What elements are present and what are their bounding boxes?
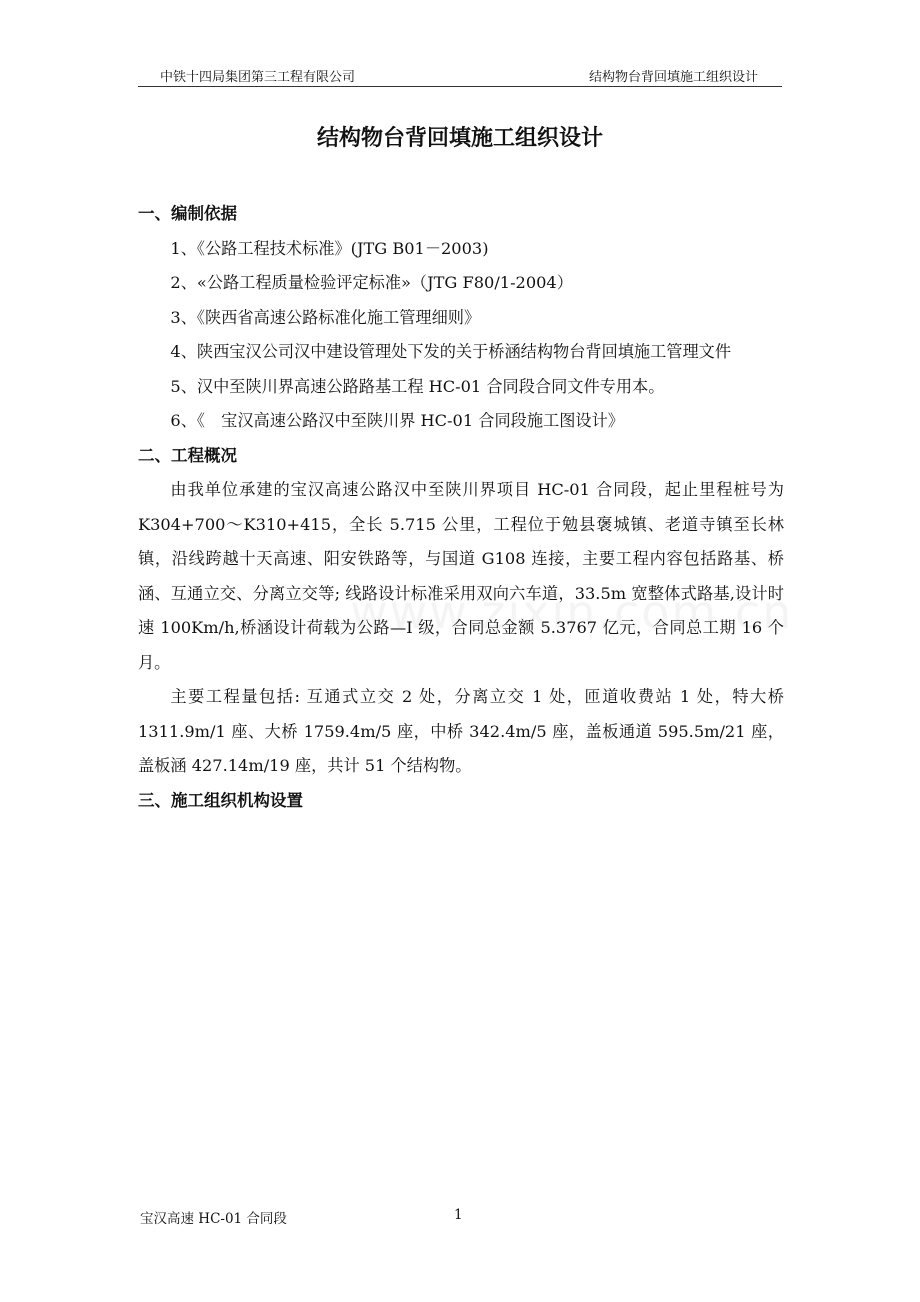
document-body: [138, 197, 784, 818]
list-item: 6、《 宝汉高速公路汉中至陕川界 HC-01 合同段施工图设计》: [170, 411, 624, 430]
list-item: 2、«公路工程质量检验评定标准»（JTG F80/1-2004）: [170, 273, 573, 292]
section-heading-organization: 三、施工组织机构设置: [138, 790, 303, 810]
body-paragraph: 由我单位承建的宝汉高速公路汉中至陕川界项目 HC-01 合同段，起止里程桩号为 K304+700～K310+415，全长 5.715 公里，工程位于勉县褒城镇、老道寺镇至长林镇，沿线跨越十天高速、阳安铁路等，与国道 G108 连接，主要工程内容包括路基、桥涵、互通立交、分离立交等; 线路设计标准采用双向六车道，33.5m 宽整体式路基,设计时速 100Km/h,桥涵设计荷载为公路—I 级，合同总金额 5.3767 亿元，合同总工期 16 个月。: [138, 480, 784, 672]
list-item: 3、《陕西省高速公路标准化施工管理细则》: [170, 307, 481, 327]
list-item: 5、汉中至陕川界高速公路路基工程 HC-01 合同段合同文件专用本。: [170, 376, 665, 396]
header-company: 中铁十四局集团第三工程有限公司: [160, 70, 356, 85]
list-item: 1、《公路工程技术标准》(JTG B01－2003): [170, 238, 489, 258]
page-title: 结构物台背回填施工组织设计: [316, 126, 603, 151]
section-heading-basis: 一、编制依据: [138, 204, 237, 223]
page-header: [138, 62, 782, 87]
header-doc-title: 结构物台背回填施工组织设计: [588, 70, 758, 85]
list-item: 4、陕西宝汉公司汉中建设管理处下发的关于桥涵结构物台背回填施工管理文件: [170, 342, 732, 361]
body-paragraph: 主要工程量包括: 互通式立交 2 处，分离立交 1 处，匝道收费站 1 处，特大桥 1311.9m/1 座、大桥 1759.4m/5 座，中桥 342.4m/5 座，盖板通道 595.5m/21 座，盖板涵 427.14m/19 座，共计 51 个结构物。: [138, 687, 784, 775]
section-heading-overview: 二、工程概况: [138, 445, 237, 465]
page-number: 1: [454, 1207, 463, 1223]
footer-contract: 宝汉高速 HC-01 合同段: [140, 1211, 287, 1227]
